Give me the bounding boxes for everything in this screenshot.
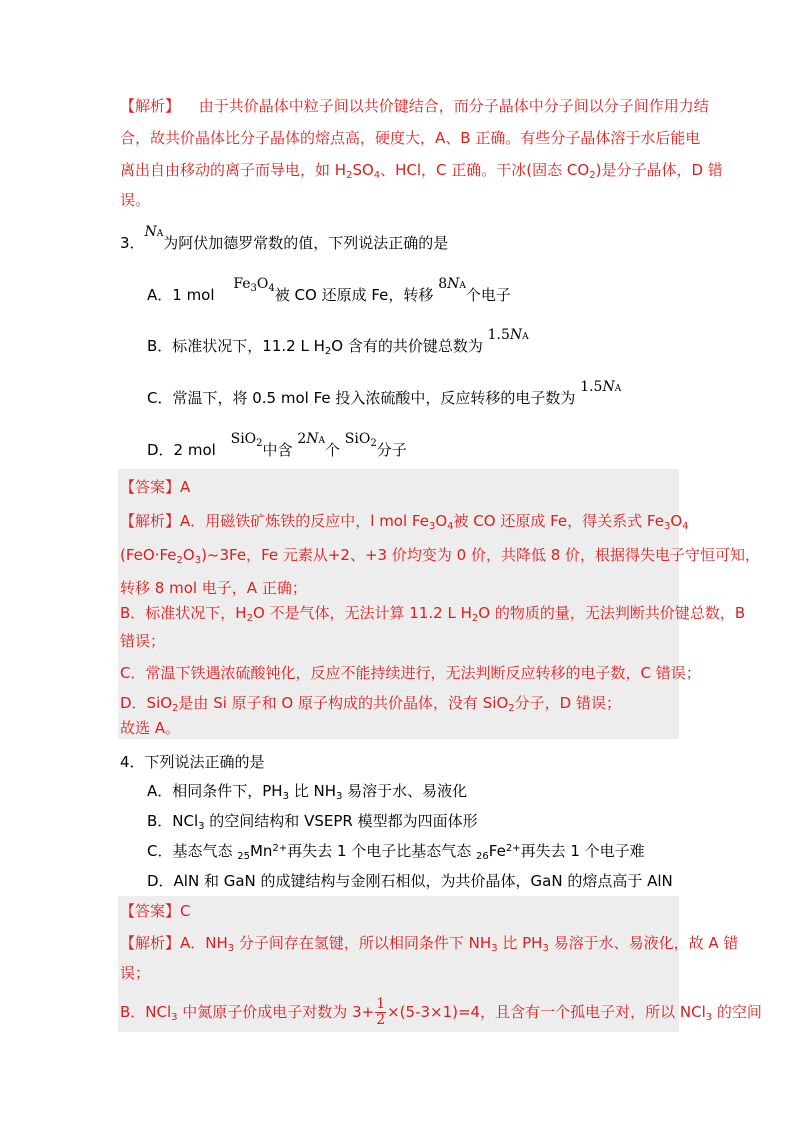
- analysis-tag: 【解析】: [120, 97, 181, 115]
- intro-line-4: 误。: [120, 191, 151, 209]
- q3-explain-2: $(FeO\cdot Fe_2O_3)\sim 3Fe$，Fe 元素从+2、+3 价均变为 0 价，共降低 8 价，根据得失电子守恒可知，: [120, 546, 761, 566]
- q3-stem: 3．NA为阿伏加德罗常数的值，下列说法正确的是: [120, 224, 449, 252]
- q4-explain-3: B．NCl$_3$ 中氮原子价成电子对数为 3+ $\frac{1}{2}$ ×(5-3×1)=4，且含有一个孤电子对，所以 NCl$_3$ 的空间: [120, 996, 762, 1028]
- q3-explain-7: D．SiO$_2$是由 Si 原子和 O 原子构成的共价晶体，没有 SiO$_2$分子，D 错误；: [120, 694, 621, 714]
- q4-explain-1: 【解析】A．$NH_3$ 分子间存在氢键，所以相同条件下 $NH_3$ 比 $PH_3$ 易溶于水、易液化，故 A 错: [120, 934, 739, 954]
- q3-explain-1: 【解析】A．用磁铁矿炼铁的反应中，l mol $Fe_3O_4$被 CO 还原成 Fe，得关系式 $Fe_3O_4$: [120, 512, 689, 532]
- q4-option-b: B．NCl$_3$ 的空间结构和 VSEPR 模型都为四面体形: [147, 812, 478, 832]
- q4-answer: 【答案】C: [120, 902, 191, 920]
- fraction-one-half: $\frac{1}{2}$: [376, 996, 386, 1028]
- q4-option-a: A．相同条件下，$PH_3$ 比 $NH_3$ 易溶于水、易液化: [147, 782, 468, 802]
- q4-stem: 4．下列说法正确的是: [120, 753, 265, 771]
- q4-option-c: C．基态气态 $_{25}Mn^{2+}$再失去 1 个电子比基态气态 $_{26}Fe^{2+}$再失去 1 个电子难: [147, 842, 645, 862]
- q4-explain-2: 误；: [120, 964, 151, 982]
- q3-option-c: C．常温下，将 0.5 mol Fe 投入浓硫酸中，反应转移的电子数为 1.5NA: [147, 379, 622, 407]
- intro-line-1: 【解析】 由于共价晶体中粒子间以共价键结合，而分子晶体中分子间以分子间作用力结: [120, 97, 709, 115]
- q3-explain-5: 错误；: [120, 632, 166, 650]
- q4-option-d: D．AlN 和 GaN 的成键结构与金刚石相似，为共价晶体，GaN 的熔点高于 AlN: [147, 872, 673, 890]
- q3-option-a: A．1 mol $Fe_3O_4$被 CO 还原成 Fe，转移 8NA个电子: [147, 276, 511, 304]
- q3-explain-8: 故选 A。: [120, 719, 181, 737]
- q3-option-b: B．标准状况下，11.2 L $H_2O$ 含有的共价键总数为 1.5NA: [147, 327, 529, 357]
- q3-explain-4: B．标准状况下，$H_2O$ 不是气体，无法计算 11.2 L $H_2O$ 的物质的量，无法判断共价键总数，B: [120, 604, 746, 624]
- intro-line-3: 离出自由移动的离子而导电，如 $H_2SO_4$、HCl，C 正确。干冰(固态 $CO_2$)是分子晶体，D 错: [120, 161, 723, 181]
- q3-explain-3: 转移 8 mol 电子，A 正确；: [120, 579, 307, 597]
- q3-explain-6: C．常温下铁遇浓硫酸钝化，反应不能持续进行，无法判断反应转移的电子数，C 错误；: [120, 664, 701, 682]
- q3-option-d: D．2 mol SiO$_2$中含 2NA个 SiO$_2$分子: [147, 431, 407, 459]
- q3-answer: 【答案】A: [120, 478, 191, 496]
- intro-line-2: 合，故共价晶体比分子晶体的熔点高，硬度大，A、B 正确。有些分子晶体溶于水后能电: [120, 129, 701, 147]
